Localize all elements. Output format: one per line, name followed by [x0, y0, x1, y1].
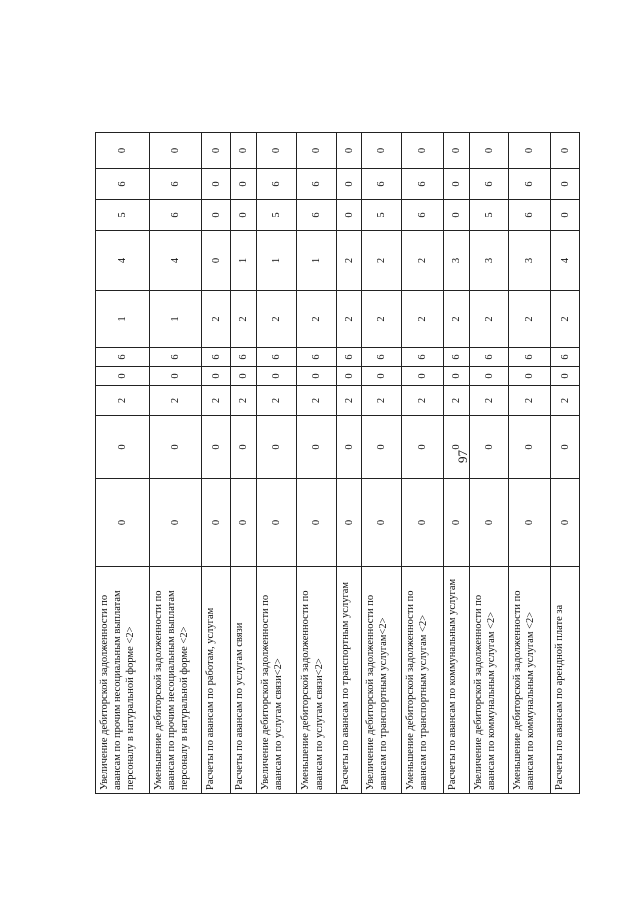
row-value-cell: 6 [470, 348, 509, 367]
row-value-cell: 6 [509, 200, 551, 231]
row-value-cell: 2 [470, 291, 509, 348]
row-value-cell: 0 [361, 133, 401, 169]
row-value-cell: 0 [337, 416, 361, 479]
row-value-cell: 0 [257, 479, 297, 567]
row-value-cell: 0 [551, 367, 580, 386]
row-value-cell: 0 [551, 169, 580, 200]
row-value-cell: 0 [361, 479, 401, 567]
row-value-cell: 0 [551, 200, 580, 231]
row-name-cell: Расчеты по авансам по транспортным услугам [337, 567, 361, 794]
row-name-cell: Расчеты по авансам по работам, услугам [202, 567, 230, 794]
table-body [96, 133, 580, 794]
table-row [443, 133, 469, 794]
row-value-cell: 0 [337, 200, 361, 231]
row-value-cell: 0 [202, 231, 230, 291]
row-value-cell: 1 [149, 291, 202, 348]
row-name-cell: Увеличение дебиторской задолженности по авансам по услугам связи<2> [257, 567, 297, 794]
row-value-cell: 0 [297, 479, 337, 567]
row-value-cell: 4 [96, 231, 150, 291]
row-value-cell: 6 [297, 169, 337, 200]
row-value-cell: 4 [149, 231, 202, 291]
row-value-cell: 0 [202, 200, 230, 231]
row-value-cell: 0 [230, 416, 256, 479]
row-value-cell: 1 [297, 231, 337, 291]
row-value-cell: 2 [361, 231, 401, 291]
row-value-cell: 0 [551, 416, 580, 479]
row-value-cell: 2 [230, 386, 256, 416]
row-value-cell: 0 [401, 133, 443, 169]
row-value-cell: 0 [337, 367, 361, 386]
table-row [337, 133, 361, 794]
row-value-cell: 0 [470, 416, 509, 479]
row-value-cell: 6 [551, 348, 580, 367]
row-value-cell: 2 [257, 386, 297, 416]
row-name-cell: Расчеты по авансам по услугам связи [230, 567, 256, 794]
row-name-cell: Уменьшение дебиторской задолженности по авансам по транспортным услугам <2> [401, 567, 443, 794]
row-value-cell: 0 [509, 133, 551, 169]
table-row [470, 133, 509, 794]
row-value-cell: 0 [202, 169, 230, 200]
row-value-cell: 2 [230, 291, 256, 348]
row-value-cell: 0 [96, 367, 150, 386]
row-value-cell: 0 [401, 479, 443, 567]
row-value-cell: 0 [337, 133, 361, 169]
row-value-cell: 6 [509, 169, 551, 200]
row-value-cell: 0 [230, 133, 256, 169]
row-name-cell: Увеличение дебиторской задолженности по авансам по коммунальным услугам <2> [470, 567, 509, 794]
row-value-cell: 0 [443, 200, 469, 231]
row-value-cell: 0 [149, 479, 202, 567]
row-value-cell: 0 [230, 479, 256, 567]
row-value-cell: 2 [443, 291, 469, 348]
row-value-cell: 0 [202, 367, 230, 386]
row-value-cell: 0 [230, 169, 256, 200]
row-value-cell: 6 [337, 348, 361, 367]
row-value-cell: 6 [361, 169, 401, 200]
row-value-cell: 0 [443, 367, 469, 386]
row-value-cell: 2 [149, 386, 202, 416]
table-row [202, 133, 230, 794]
row-value-cell: 1 [257, 231, 297, 291]
row-name-cell: Увеличение дебиторской задолженности по авансам по прочим несоциальным выплатам персоналу в натуральной форме <2> [96, 567, 150, 794]
row-value-cell: 2 [361, 291, 401, 348]
row-value-cell: 0 [297, 367, 337, 386]
row-value-cell: 5 [470, 200, 509, 231]
row-value-cell: 0 [470, 479, 509, 567]
table-row [149, 133, 202, 794]
row-value-cell: 6 [401, 169, 443, 200]
row-value-cell: 6 [443, 348, 469, 367]
row-value-cell: 0 [401, 416, 443, 479]
accounts-table [95, 132, 580, 794]
row-value-cell: 0 [149, 416, 202, 479]
row-value-cell: 2 [257, 291, 297, 348]
row-value-cell: 2 [443, 386, 469, 416]
row-value-cell: 6 [401, 348, 443, 367]
row-value-cell: 0 [230, 367, 256, 386]
row-value-cell: 6 [202, 348, 230, 367]
row-value-cell: 1 [96, 291, 150, 348]
row-value-cell: 0 [202, 479, 230, 567]
row-name-cell: Расчеты по авансам по коммунальным услугам [443, 567, 469, 794]
row-value-cell: 2 [509, 291, 551, 348]
row-value-cell: 4 [551, 231, 580, 291]
row-value-cell: 2 [551, 386, 580, 416]
row-value-cell: 0 [551, 133, 580, 169]
row-value-cell: 0 [337, 479, 361, 567]
row-name-cell: Уменьшение дебиторской задолженности по авансам по услугам связи<2> [297, 567, 337, 794]
row-name-cell: Уменьшение дебиторской задолженности по авансам по коммунальным услугам <2> [509, 567, 551, 794]
row-value-cell: 0 [443, 416, 469, 479]
row-value-cell: 6 [361, 348, 401, 367]
row-value-cell: 2 [401, 386, 443, 416]
table-row [401, 133, 443, 794]
row-value-cell: 2 [297, 291, 337, 348]
row-value-cell: 0 [257, 416, 297, 479]
row-value-cell: 2 [202, 291, 230, 348]
row-value-cell: 0 [361, 367, 401, 386]
row-value-cell: 0 [297, 416, 337, 479]
row-value-cell: 2 [337, 291, 361, 348]
row-value-cell: 0 [297, 133, 337, 169]
row-value-cell: 5 [257, 200, 297, 231]
row-value-cell: 0 [509, 416, 551, 479]
table-row [361, 133, 401, 794]
row-value-cell: 2 [401, 231, 443, 291]
table-row [509, 133, 551, 794]
row-value-cell: 6 [257, 348, 297, 367]
row-value-cell: 6 [470, 169, 509, 200]
row-value-cell: 1 [230, 231, 256, 291]
row-value-cell: 2 [401, 291, 443, 348]
row-value-cell: 2 [202, 386, 230, 416]
row-value-cell: 6 [297, 348, 337, 367]
row-value-cell: 6 [297, 200, 337, 231]
row-value-cell: 0 [96, 479, 150, 567]
row-value-cell: 0 [443, 479, 469, 567]
row-value-cell: 0 [509, 367, 551, 386]
row-value-cell: 5 [96, 200, 150, 231]
row-name-cell: Расчеты по авансам по арендной плате за [551, 567, 580, 794]
row-value-cell: 6 [149, 200, 202, 231]
table-holder [95, 133, 580, 794]
row-value-cell: 0 [337, 169, 361, 200]
row-value-cell: 2 [297, 386, 337, 416]
row-name-cell: Уменьшение дебиторской задолженности по авансам по прочим несоциальным выплатам персоналу в натуральной форме <2> [149, 567, 202, 794]
row-value-cell: 6 [509, 348, 551, 367]
row-value-cell: 0 [257, 133, 297, 169]
table-row [257, 133, 297, 794]
row-value-cell: 0 [443, 133, 469, 169]
table-row [96, 133, 150, 794]
row-value-cell: 2 [337, 386, 361, 416]
rotated-table-frame [95, 133, 580, 794]
row-value-cell: 6 [401, 200, 443, 231]
row-value-cell: 2 [509, 386, 551, 416]
row-value-cell: 0 [149, 367, 202, 386]
row-value-cell: 2 [470, 386, 509, 416]
table-row [297, 133, 337, 794]
row-value-cell: 0 [551, 479, 580, 567]
row-value-cell: 0 [470, 367, 509, 386]
row-value-cell: 0 [202, 416, 230, 479]
row-value-cell: 6 [230, 348, 256, 367]
row-value-cell: 2 [96, 386, 150, 416]
row-value-cell: 2 [361, 386, 401, 416]
row-value-cell: 3 [443, 231, 469, 291]
row-value-cell: 0 [230, 200, 256, 231]
row-value-cell: 3 [509, 231, 551, 291]
page-number: 97 [455, 450, 470, 463]
row-value-cell: 0 [202, 133, 230, 169]
row-value-cell: 6 [149, 348, 202, 367]
row-value-cell: 2 [551, 291, 580, 348]
table-row [230, 133, 256, 794]
row-value-cell: 0 [509, 479, 551, 567]
row-value-cell: 6 [257, 169, 297, 200]
row-value-cell: 0 [96, 416, 150, 479]
row-value-cell: 0 [149, 133, 202, 169]
row-name-cell: Увеличение дебиторской задолженности по авансам по транспортным услугам<2> [361, 567, 401, 794]
row-value-cell: 0 [96, 133, 150, 169]
row-value-cell: 0 [443, 169, 469, 200]
table-row [551, 133, 580, 794]
row-value-cell: 2 [337, 231, 361, 291]
row-value-cell: 6 [149, 169, 202, 200]
row-value-cell: 0 [470, 133, 509, 169]
row-value-cell: 6 [96, 169, 150, 200]
row-value-cell: 3 [470, 231, 509, 291]
row-value-cell: 0 [257, 367, 297, 386]
row-value-cell: 0 [401, 367, 443, 386]
row-value-cell: 0 [361, 416, 401, 479]
row-value-cell: 6 [96, 348, 150, 367]
row-value-cell: 5 [361, 200, 401, 231]
